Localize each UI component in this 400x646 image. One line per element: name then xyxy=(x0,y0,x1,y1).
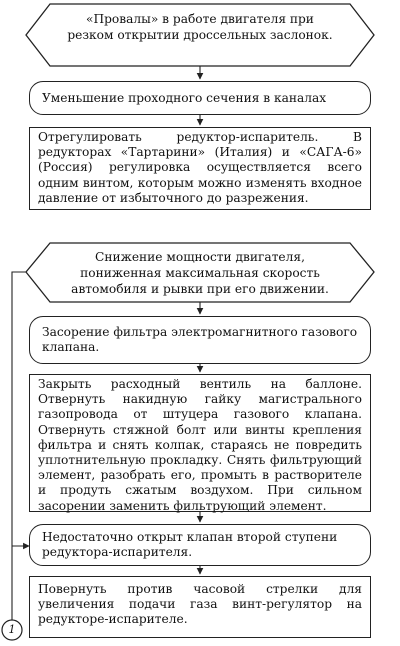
block2-remedy1: Закрыть расходный вентиль на баллоне. Отвернуть накидную гайку магистрального газопровода от штуцера газового клапана. Отвернуть стяжной болт или винты крепления фильтра и снять колпак, стараясь не повредить уплотнительную прокладку. Снять фильтрующий элемент, разобрать его, промыть в растворителе и продуть сжатым воздухом. При сильном засорении заменить фильтрующий элемент. xyxy=(29,374,371,512)
left-connector-top xyxy=(12,272,26,620)
block1-remedy: Отрегулировать редуктор-испаритель. В редукторах «Тартарини» (Италия) и «САГА-6» (Россия) регулировка осуществляется всего одним винтом, которым можно изменять входное давление от избыточного до разрежения. xyxy=(29,127,371,210)
block2-remedy2: Повернуть против часовой стрелки для увеличения подачи газа винт-регулятор на редукторе-испарителе. xyxy=(29,576,371,638)
block2-cause2 xyxy=(29,524,371,566)
block2-title: Снижение мощности двигателя, пониженная максимальная скорость автомобиля и рывки при его движении. xyxy=(71,250,329,296)
block2-cause1-text: Засорение фильтра электромагнитного газового клапана. xyxy=(42,325,358,354)
block2-cause2-text: Недостаточно открыт клапан второй ступени редуктора-испарителя. xyxy=(42,530,338,559)
block1-title: «Провалы» в работе двигателя при резком открытии дроссельных заслонок. xyxy=(67,12,333,42)
block1-cause xyxy=(29,81,371,115)
block1-cause-text: Уменьшение проходного сечения в каналах xyxy=(42,90,327,105)
block2-cause1 xyxy=(29,316,371,364)
connector-label: 1 xyxy=(8,623,16,636)
